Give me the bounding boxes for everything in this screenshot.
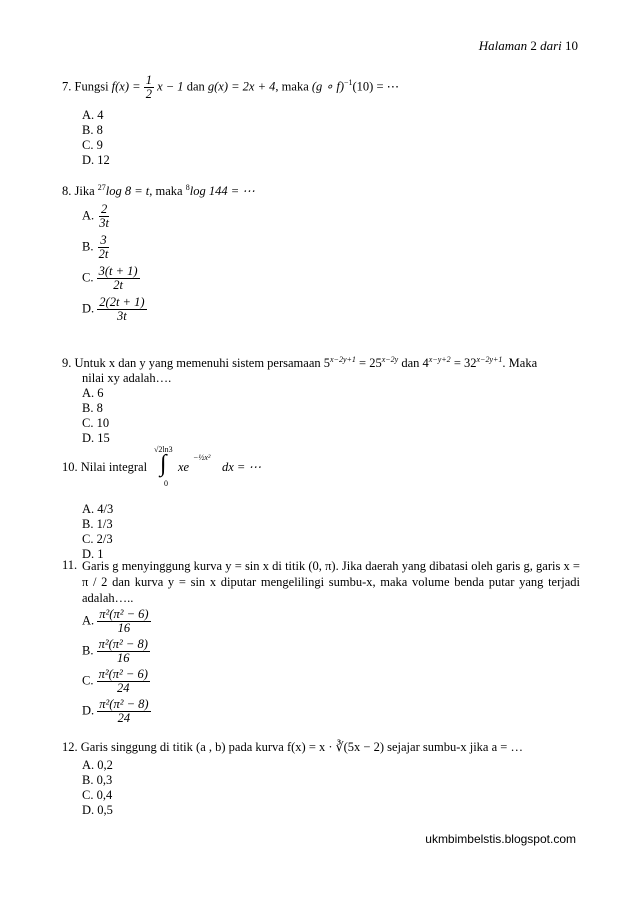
option-d: D. 15 xyxy=(82,431,110,446)
question-stem: 12. Garis singgung di titik (a , b) pada kurva f(x) = x · ∛(5x − 2) sejajar sumbu-x jika a = … xyxy=(62,740,523,754)
option-c: C. 0,4 xyxy=(82,788,113,802)
option-a: A. 4/3 xyxy=(82,502,114,516)
options xyxy=(82,108,399,168)
question-9 xyxy=(62,352,580,446)
option-b: B. 1/3 xyxy=(82,517,113,531)
option-c: C. 2/3 xyxy=(82,532,113,546)
question-stem: 7. Fungsi f(x) = $\frac{1}{2}$ x − 1 dan g(x) = 2x + 4, maka (g ∘ f)$^{-1}$(10) = ⋯ xyxy=(62,73,400,101)
options xyxy=(82,758,523,818)
option-d: D. 0,5 xyxy=(82,803,113,817)
fraction: $\frac{1}{2}$ xyxy=(145,73,152,101)
option-d: D. 12 xyxy=(82,153,110,167)
option-b: B. $\frac{\text{π²(π² − 8)}}{16}$ xyxy=(82,637,148,665)
option-c: C. $\frac{\text{π²(π² − 6)}}{24}$ xyxy=(82,667,148,695)
option-a: A. $\frac{\text{π²(π² − 6)}}{16}$ xyxy=(82,607,149,635)
option-b: B. 8 xyxy=(82,123,103,137)
option-a: A. 4 xyxy=(82,108,104,122)
option-b: B. $\frac{3}{2t}$ xyxy=(82,233,109,262)
question-12 xyxy=(62,740,523,818)
integral-sign: ∫ xyxy=(160,451,167,477)
question-stem: 10. Nilai integral √2ln3 ∫ 0 xe −½x² dx = ⋯ xyxy=(62,448,113,486)
question-stem: 8. Jika $^{27}$log 8 = t, maka $^8$log 144 = ⋯ xyxy=(62,183,255,199)
question-stem: 11. Garis g menyinggung kurva y = sin x di titik (0, π). Jika daerah yang dibatasi oleh garis g, garis x = π / 2 dan kurva y = sin x diputar mengelilingi sumbu-x, maka volume benda putar yang terjadi adalah….. xyxy=(62,558,580,605)
page-header: Halaman 2 dari 10 xyxy=(478,38,578,53)
question-8 xyxy=(62,180,255,327)
option-c: C. 10 xyxy=(82,416,110,431)
option-b: B. 0,3 xyxy=(82,773,113,787)
question-10 xyxy=(62,445,261,562)
integral-lower: 0 xyxy=(164,479,168,488)
question-11 xyxy=(62,558,580,728)
option-c: C. 9 xyxy=(82,138,103,152)
question-stem: 9. Untuk x dan y yang memenuhi sistem persamaan $5^{x-2y+1} = 25^{x-2y}$ dan $4^{x-y+2} = 32^{x-2y+1}$. Maka xyxy=(62,355,538,371)
option-a: A. 6 xyxy=(82,386,104,401)
options xyxy=(82,203,255,327)
question-7 xyxy=(62,74,399,168)
option-b: B. 8 xyxy=(82,401,103,416)
option-d: D. 1 xyxy=(82,547,104,561)
option-a: A. $\frac{2}{3t}$ xyxy=(82,202,110,231)
option-d: D. $\frac{\text{π²(π² − 8)}}{24}$ xyxy=(82,697,149,725)
question-stem-cont: nilai xy adalah…. xyxy=(82,371,172,386)
integral-upper: √2ln3 xyxy=(154,445,173,454)
options xyxy=(82,502,113,562)
options xyxy=(82,386,580,446)
option-c: C. $\frac{3(t + 1)}{2t}$ xyxy=(82,264,138,293)
footer-url: ukmbimbelstis.blogspot.com xyxy=(425,832,576,846)
options xyxy=(82,608,580,728)
option-d: D. $\frac{2(2t + 1)}{3t}$ xyxy=(82,295,145,324)
option-a: A. 0,2 xyxy=(82,758,113,772)
